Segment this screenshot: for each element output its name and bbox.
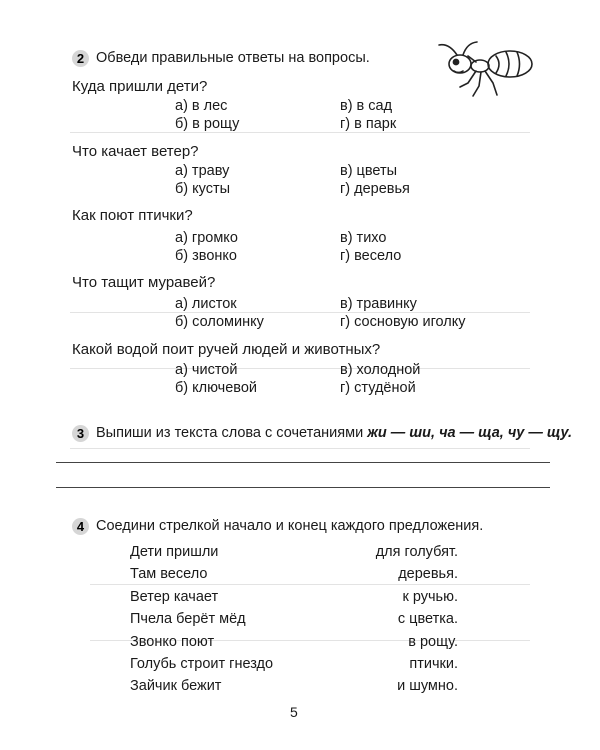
answer-option[interactable]: г) деревья <box>340 181 410 197</box>
sentence-beginning[interactable]: Ветер качает <box>130 589 219 605</box>
answer-option[interactable]: б) ключевой <box>175 380 258 396</box>
task2-title: Обведи правильные ответы на вопросы. <box>96 50 370 66</box>
sentence-beginning[interactable]: Дети пришли <box>130 544 219 560</box>
answer-option[interactable]: а) в лес <box>175 98 228 114</box>
question-3: Как поют птички? <box>72 207 193 224</box>
sentence-beginning[interactable]: Пчела берёт мёд <box>130 611 246 627</box>
sentence-ending[interactable]: деревья. <box>398 566 458 582</box>
task3-title-text: Выпиши из текста слова с сочетаниями <box>96 425 368 441</box>
task3-number: 3 <box>72 425 89 442</box>
sentence-beginning[interactable]: Там весело <box>130 566 208 582</box>
task4-title: Соедини стрелкой начало и конец каждого предложения. <box>96 518 484 534</box>
sentence-beginning[interactable]: Звонко поют <box>130 634 215 650</box>
answer-option[interactable]: а) траву <box>175 163 230 179</box>
answer-option[interactable]: б) кусты <box>175 181 231 197</box>
question-5: Какой водой поит ручей людей и животных? <box>72 341 381 358</box>
sentence-ending[interactable]: с цветка. <box>397 611 458 627</box>
answer-option[interactable]: б) соломинку <box>175 314 264 330</box>
task3-title-combinations: жи — ши, ча — ща, чу — щу. <box>367 425 573 441</box>
task4-number: 4 <box>72 518 89 535</box>
answer-option[interactable]: б) звонко <box>175 248 237 264</box>
sentence-beginning[interactable]: Голубь строит гнездо <box>130 656 274 672</box>
answer-option[interactable]: в) в сад <box>340 98 393 114</box>
answer-option[interactable]: б) в рощу <box>175 116 240 132</box>
answer-line[interactable] <box>56 462 550 463</box>
answer-option[interactable]: г) весело <box>340 248 402 264</box>
question-1: Куда пришли дети? <box>72 78 208 95</box>
question-2: Что качает ветер? <box>72 143 199 160</box>
sentence-beginning[interactable]: Зайчик бежит <box>130 678 222 694</box>
task3-title <box>96 425 572 441</box>
sentence-ending[interactable]: к ручью. <box>402 589 458 605</box>
answer-option[interactable]: г) в парк <box>340 116 397 132</box>
ant-icon <box>432 38 552 104</box>
answer-option[interactable]: в) тихо <box>340 230 387 246</box>
answer-option[interactable]: в) травинку <box>340 296 417 312</box>
answer-option[interactable]: в) холодной <box>340 362 421 378</box>
sentence-ending[interactable]: и шумно. <box>397 678 458 694</box>
sentence-ending[interactable]: для голубят. <box>375 544 458 560</box>
answer-option[interactable]: а) чистой <box>175 362 238 378</box>
answer-line[interactable] <box>56 487 550 488</box>
answer-option[interactable]: в) цветы <box>340 163 398 179</box>
answer-option[interactable]: г) сосновую иголку <box>340 314 466 330</box>
answer-option[interactable]: а) громко <box>175 230 238 246</box>
question-4: Что тащит муравей? <box>72 274 216 291</box>
sentence-ending[interactable]: птички. <box>409 656 458 672</box>
answer-option[interactable]: г) студёной <box>340 380 416 396</box>
task2-number: 2 <box>72 50 89 67</box>
answer-option[interactable]: а) листок <box>175 296 237 312</box>
sentence-ending[interactable]: в рощу. <box>408 634 458 650</box>
page-number: 5 <box>290 704 298 720</box>
